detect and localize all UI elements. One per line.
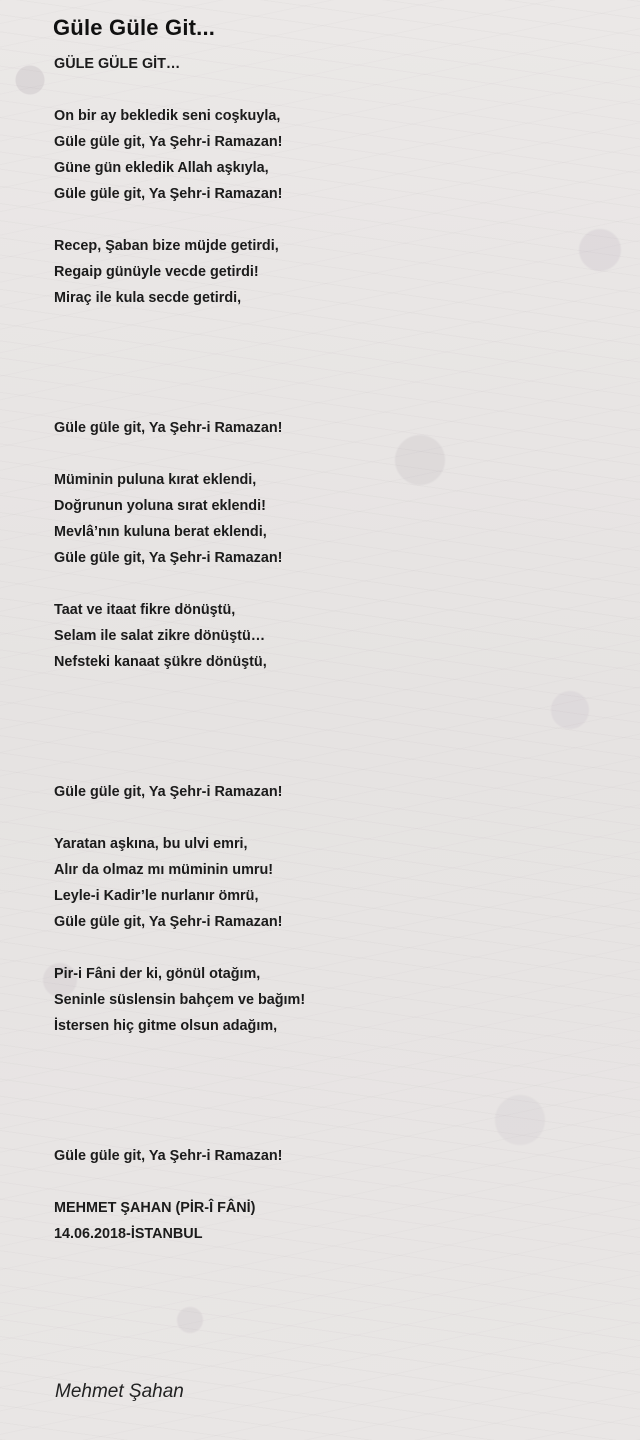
stanza-break	[54, 1091, 614, 1117]
stanza-break	[54, 1065, 614, 1091]
poem-line: Güle güle git, Ya Şehr-i Ramazan!	[54, 914, 283, 930]
stanza-break	[54, 1039, 614, 1065]
poem-title: Güle Güle Git...	[53, 15, 216, 40]
poem-line: Yaratan aşkına, bu ulvi emri,	[54, 836, 248, 852]
poem-line: Leyle-i Kadir’le nurlanır ömrü,	[54, 888, 259, 904]
poem-line: Miraç ile kula secde getirdi,	[54, 290, 242, 306]
poem-line: Selam ile salat zikre dönüştü…	[54, 628, 266, 644]
stanza-break	[54, 571, 614, 597]
author-signature: Mehmet Şahan	[55, 1381, 184, 1402]
stanza-break	[54, 311, 614, 337]
stanza-break	[54, 441, 614, 467]
poem-line: Alır da olmaz mı müminin umru!	[54, 862, 274, 878]
stanza-break	[54, 935, 614, 961]
poem-line: Recep, Şaban bize müjde getirdi,	[54, 238, 279, 254]
poem-line: 14.06.2018-İSTANBUL	[54, 1226, 203, 1242]
poem-line: Müminin puluna kırat eklendi,	[54, 472, 257, 488]
poem-line: MEHMET ŞAHAN (PİR-Î FÂNİ)	[54, 1200, 256, 1216]
poem-line: Güle güle git, Ya Şehr-i Ramazan!	[54, 784, 283, 800]
poem-line: Seninle süslensin bahçem ve bağım!	[54, 992, 306, 1008]
poem-body	[54, 51, 614, 1247]
poem-line: Güne gün ekledik Allah aşkıyla,	[54, 160, 269, 176]
poem-line: Doğrunun yoluna sırat eklendi!	[54, 498, 266, 514]
poem-line: On bir ay bekledik seni coşkuyla,	[54, 108, 281, 124]
stanza-break	[54, 363, 614, 389]
stanza-break	[54, 207, 614, 233]
poem-line: Mevlâ’nın kuluna berat eklendi,	[54, 524, 267, 540]
stanza-break	[54, 1117, 614, 1143]
stanza-break	[54, 389, 614, 415]
poem-line: Regaip günüyle vecde getirdi!	[54, 264, 259, 280]
stanza-break	[54, 805, 614, 831]
stanza-break	[54, 701, 614, 727]
poem-line: Güle güle git, Ya Şehr-i Ramazan!	[54, 134, 283, 150]
stanza-break	[54, 337, 614, 363]
poem-line: Taat ve itaat fikre dönüştü,	[54, 602, 236, 618]
poem-line: Güle güle git, Ya Şehr-i Ramazan!	[54, 550, 283, 566]
stanza-break	[54, 675, 614, 701]
poem-line: Güle güle git, Ya Şehr-i Ramazan!	[54, 1148, 283, 1164]
stanza-break	[54, 77, 614, 103]
poem-line: Güle güle git, Ya Şehr-i Ramazan!	[54, 420, 283, 436]
stanza-break	[54, 727, 614, 753]
poem-line: Güle güle git, Ya Şehr-i Ramazan!	[54, 186, 283, 202]
poem-line: İstersen hiç gitme olsun adağım,	[54, 1018, 278, 1034]
poem-line: GÜLE GÜLE GİT…	[54, 56, 181, 72]
poem-line: Pir-i Fâni der ki, gönül otağım,	[54, 966, 261, 982]
stanza-break	[54, 753, 614, 779]
stanza-break	[54, 1169, 614, 1195]
poem-line: Nefsteki kanaat şükre dönüştü,	[54, 654, 267, 670]
